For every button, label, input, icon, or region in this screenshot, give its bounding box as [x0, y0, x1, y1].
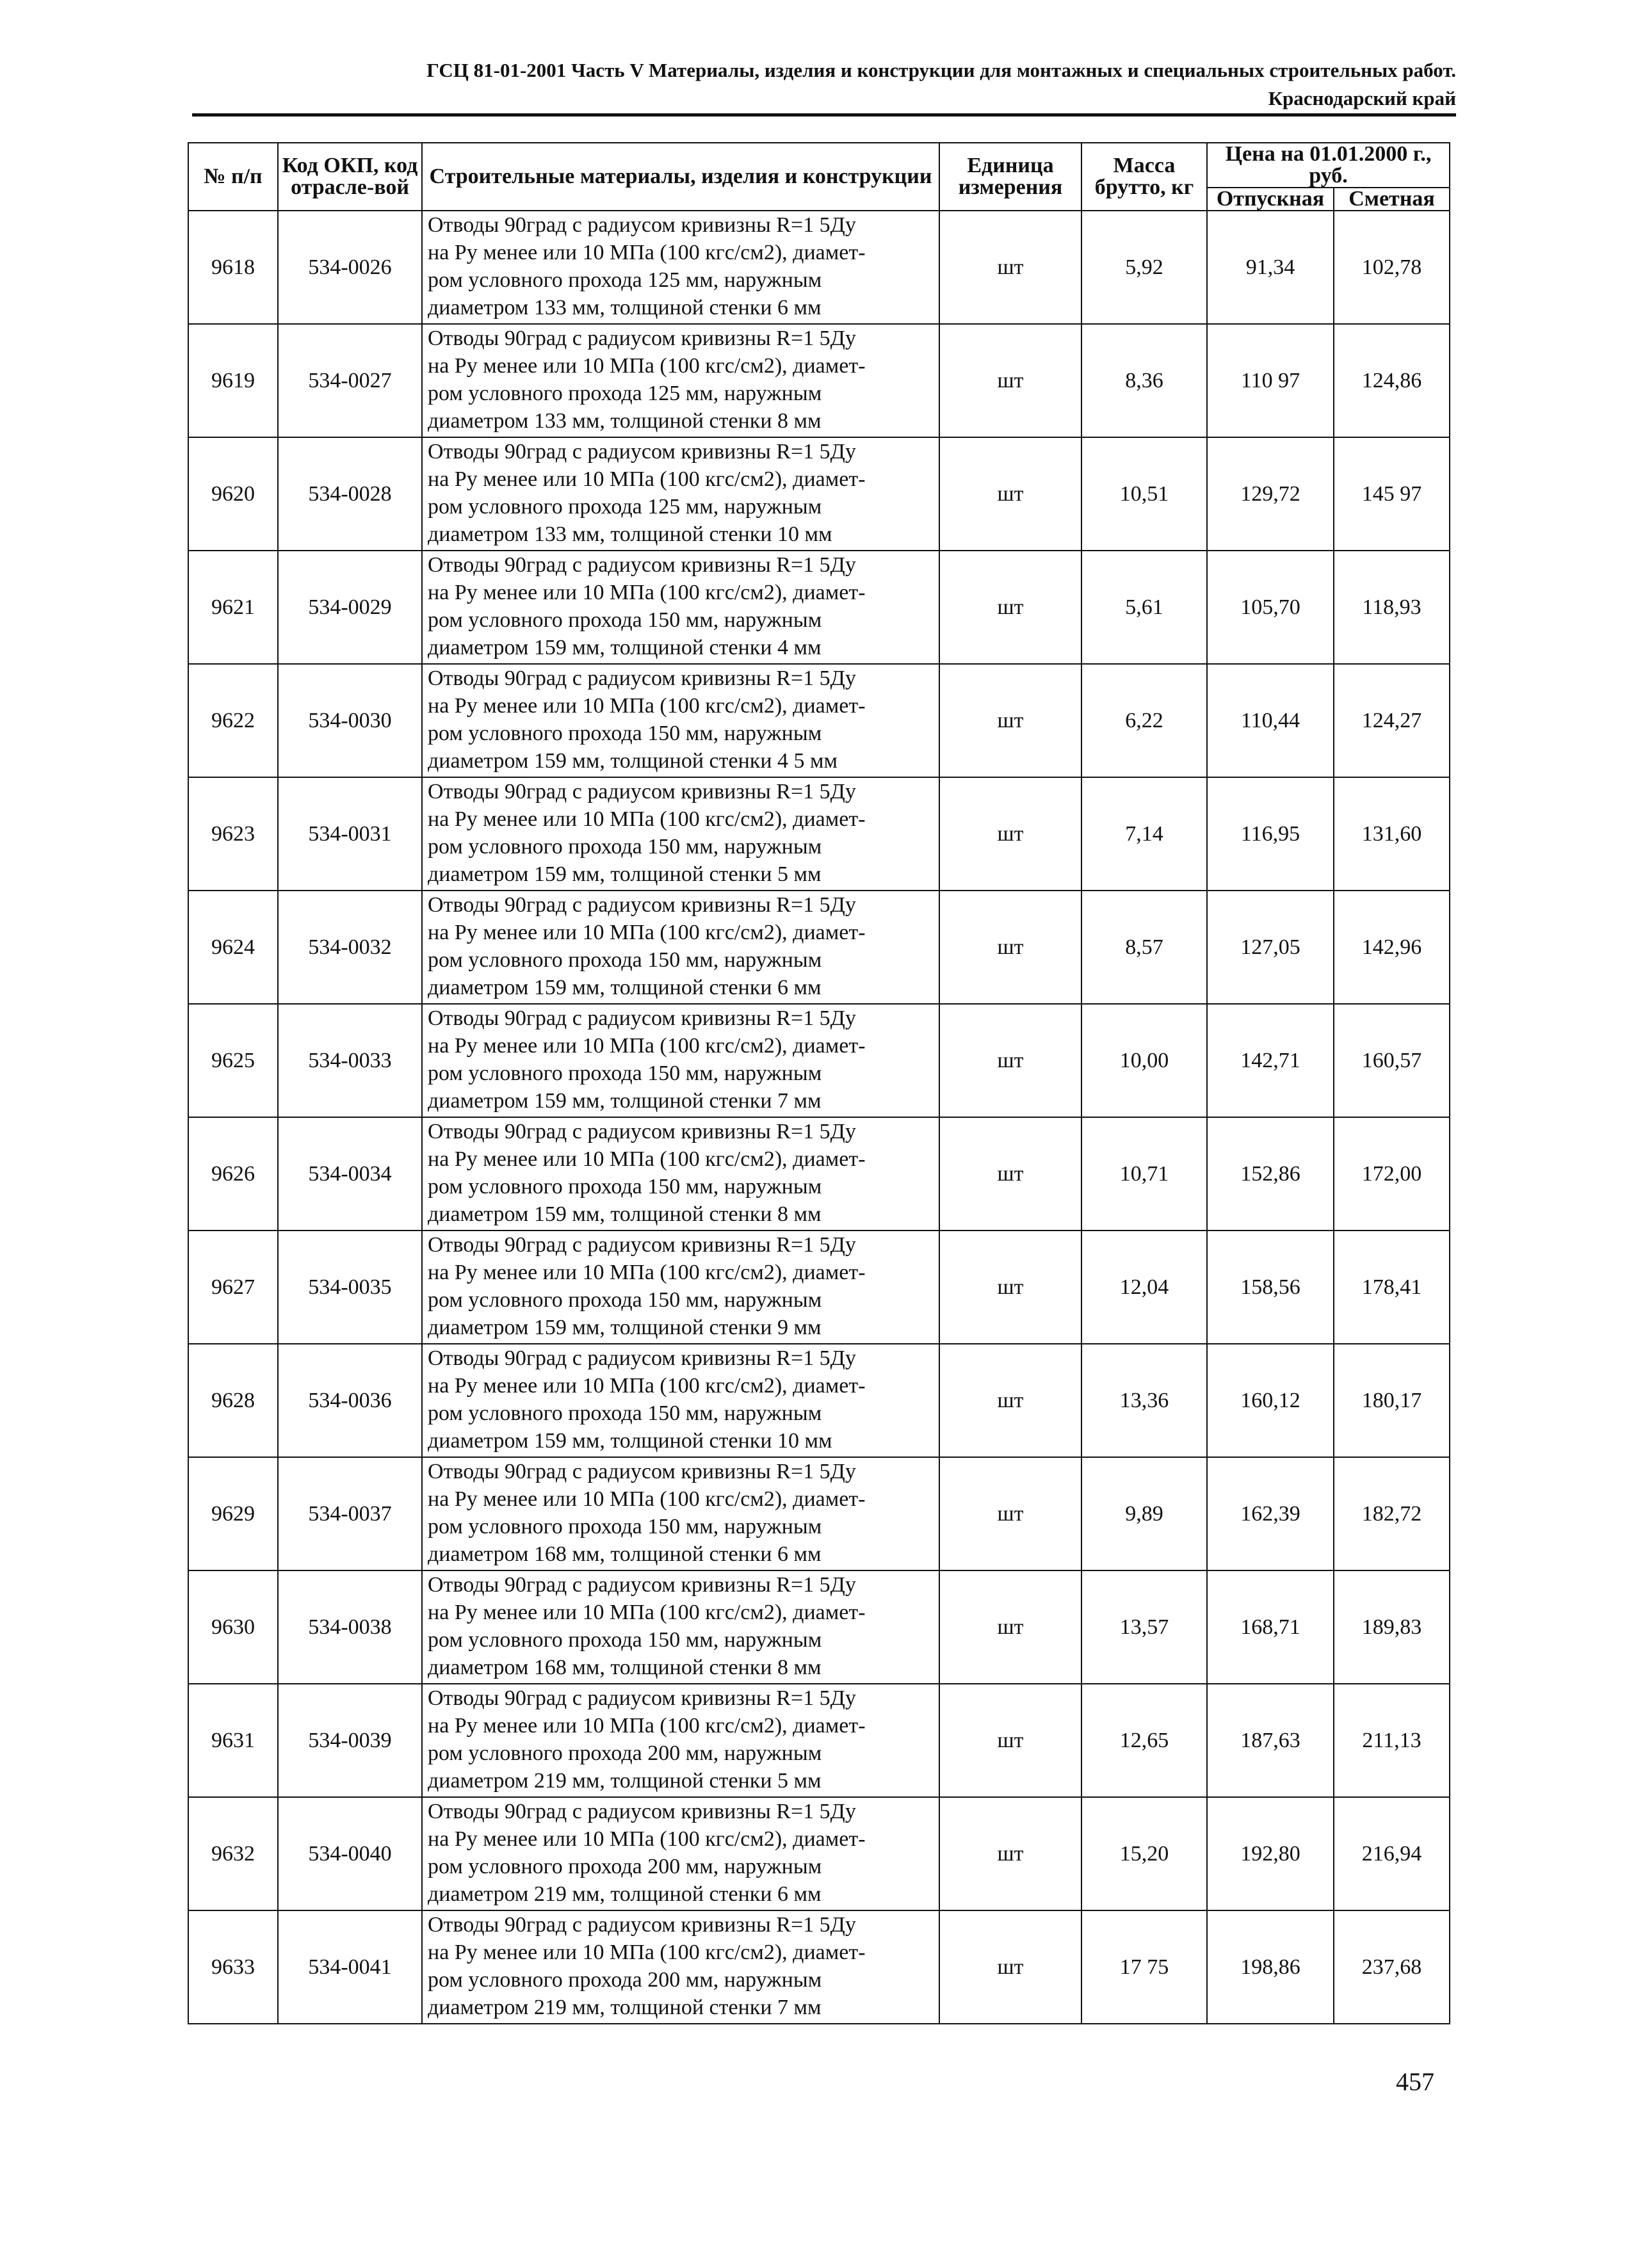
table-row [188, 1570, 1450, 1684]
estimate-price-cell: 216,94 [1334, 1797, 1450, 1910]
table-row [188, 1457, 1450, 1570]
description-cell [422, 891, 939, 1004]
row-number-cell: 9618 [188, 211, 278, 324]
row-number-cell: 9628 [188, 1344, 278, 1457]
row-number-cell: 9633 [188, 1910, 278, 2024]
col-header-estimate: Сметная [1334, 188, 1450, 211]
col-header-release: Отпускная [1207, 188, 1334, 211]
mass-cell: 5,92 [1081, 211, 1207, 324]
estimate-price-cell: 142,96 [1334, 891, 1450, 1004]
okp-code-cell: 534-0030 [278, 664, 422, 777]
row-number-cell: 9626 [188, 1117, 278, 1231]
description-text: Отводы 90град с радиусом кривизны R=1 5Ду на Ру менее или 10 МПа (100 кгс/см2), диамет- ром условного прохода 125 мм, наружным диаметром 133 мм, толщиной стенки 8 мм [428, 327, 866, 433]
table-row [188, 211, 1450, 324]
estimate-price-cell: 118,93 [1334, 551, 1450, 664]
page-number: 457 [1396, 2067, 1434, 2096]
description-text: Отводы 90град с радиусом кривизны R=1 5Ду на Ру менее или 10 МПа (100 кгс/см2), диамет- ром условного прохода 150 мм, наружным диаметром 159 мм, толщиной стенки 7 мм [428, 1006, 866, 1113]
estimate-price-cell: 131,60 [1334, 777, 1450, 891]
header-divider [192, 113, 1456, 117]
row-number-cell: 9632 [188, 1797, 278, 1910]
description-text: Отводы 90град с радиусом кривизны R=1 5Ду на Ру менее или 10 МПа (100 кгс/см2), диамет- ром условного прохода 200 мм, наружным диаметром 219 мм, толщиной стенки 6 мм [428, 1800, 866, 1906]
okp-code-cell: 534-0032 [278, 891, 422, 1004]
table-row [188, 664, 1450, 777]
row-number-cell: 9620 [188, 437, 278, 551]
description-cell [422, 664, 939, 777]
unit-cell: шт [939, 777, 1081, 891]
col-header-price: Цена на 01.01.2000 г., руб. [1207, 143, 1450, 188]
unit-cell: шт [939, 1910, 1081, 2024]
okp-code-cell: 534-0036 [278, 1344, 422, 1457]
unit-cell: шт [939, 437, 1081, 551]
header-title: ГСЦ 81-01-2001 Часть V Материалы, изделия и конструкции для монтажных и специальных строительных работ. [426, 59, 1456, 81]
unit-cell: шт [939, 891, 1081, 1004]
description-text: Отводы 90град с радиусом кривизны R=1 5Ду на Ру менее или 10 МПа (100 кгс/см2), диамет- ром условного прохода 125 мм, наружным диаметром 133 мм, толщиной стенки 10 мм [428, 440, 866, 546]
page-header [192, 56, 1456, 113]
mass-cell: 5,61 [1081, 551, 1207, 664]
mass-cell: 10,00 [1081, 1004, 1207, 1117]
description-text: Отводы 90град с радиусом кривизны R=1 5Ду на Ру менее или 10 МПа (100 кгс/см2), диамет- ром условного прохода 200 мм, наружным диаметром 219 мм, толщиной стенки 7 мм [428, 1913, 866, 2019]
table-row [188, 324, 1450, 437]
mass-cell: 7,14 [1081, 777, 1207, 891]
mass-cell: 13,36 [1081, 1344, 1207, 1457]
description-text: Отводы 90град с радиусом кривизны R=1 5Ду на Ру менее или 10 МПа (100 кгс/см2), диамет- ром условного прохода 150 мм, наружным диаметром 168 мм, толщиной стенки 6 мм [428, 1460, 866, 1566]
release-price-cell: 162,39 [1207, 1457, 1334, 1570]
description-cell [422, 1910, 939, 2024]
estimate-price-cell: 211,13 [1334, 1684, 1450, 1797]
row-number-cell: 9625 [188, 1004, 278, 1117]
mass-cell: 6,22 [1081, 664, 1207, 777]
description-cell [422, 211, 939, 324]
row-number-cell: 9619 [188, 324, 278, 437]
description-text: Отводы 90град с радиусом кривизны R=1 5Ду на Ру менее или 10 МПа (100 кгс/см2), диамет- ром условного прохода 150 мм, наружным диаметром 159 мм, толщиной стенки 5 мм [428, 780, 866, 886]
release-price-cell: 168,71 [1207, 1570, 1334, 1684]
col-header-name: Строительные материалы, изделия и конструкции [422, 143, 939, 211]
description-text: Отводы 90град с радиусом кривизны R=1 5Ду на Ру менее или 10 МПа (100 кгс/см2), диамет- ром условного прохода 150 мм, наружным диаметром 159 мм, толщиной стенки 4 мм [428, 553, 866, 659]
table-row [188, 1684, 1450, 1797]
unit-cell: шт [939, 1117, 1081, 1231]
table-row [188, 777, 1450, 891]
mass-cell: 12,04 [1081, 1231, 1207, 1344]
table-row [188, 891, 1450, 1004]
okp-code-cell: 534-0027 [278, 324, 422, 437]
estimate-price-cell: 160,57 [1334, 1004, 1450, 1117]
mass-cell: 10,71 [1081, 1117, 1207, 1231]
description-text: Отводы 90град с радиусом кривизны R=1 5Ду на Ру менее или 10 МПа (100 кгс/см2), диамет- ром условного прохода 150 мм, наружным диаметром 159 мм, толщиной стенки 4 5 мм [428, 666, 866, 773]
unit-cell: шт [939, 1570, 1081, 1684]
table-row [188, 1344, 1450, 1457]
release-price-cell: 116,95 [1207, 777, 1334, 891]
description-text: Отводы 90град с радиусом кривизны R=1 5Ду на Ру менее или 10 МПа (100 кгс/см2), диамет- ром условного прохода 150 мм, наружным диаметром 159 мм, толщиной стенки 10 мм [428, 1346, 866, 1453]
row-number-cell: 9631 [188, 1684, 278, 1797]
table-row [188, 1117, 1450, 1231]
mass-cell: 9,89 [1081, 1457, 1207, 1570]
estimate-price-cell: 172,00 [1334, 1117, 1450, 1231]
okp-code-cell: 534-0028 [278, 437, 422, 551]
row-number-cell: 9627 [188, 1231, 278, 1344]
row-number-cell: 9623 [188, 777, 278, 891]
estimate-price-cell: 189,83 [1334, 1570, 1450, 1684]
okp-code-cell: 534-0034 [278, 1117, 422, 1231]
release-price-cell: 198,86 [1207, 1910, 1334, 2024]
row-number-cell: 9624 [188, 891, 278, 1004]
materials-table [188, 142, 1450, 2024]
okp-code-cell: 534-0039 [278, 1684, 422, 1797]
row-number-cell: 9630 [188, 1570, 278, 1684]
col-header-unit: Единица измерения [939, 143, 1081, 211]
release-price-cell: 110 97 [1207, 324, 1334, 437]
description-cell [422, 1457, 939, 1570]
description-text: Отводы 90град с радиусом кривизны R=1 5Ду на Ру менее или 10 МПа (100 кгс/см2), диамет- ром условного прохода 150 мм, наружным диаметром 168 мм, толщиной стенки 8 мм [428, 1573, 866, 1679]
description-cell [422, 1797, 939, 1910]
description-cell [422, 1117, 939, 1231]
release-price-cell: 152,86 [1207, 1117, 1334, 1231]
estimate-price-cell: 145 97 [1334, 437, 1450, 551]
estimate-price-cell: 182,72 [1334, 1457, 1450, 1570]
okp-code-cell: 534-0026 [278, 211, 422, 324]
table-row [188, 551, 1450, 664]
description-text: Отводы 90град с радиусом кривизны R=1 5Ду на Ру менее или 10 МПа (100 кгс/см2), диамет- ром условного прохода 150 мм, наружным диаметром 159 мм, толщиной стенки 9 мм [428, 1233, 866, 1339]
release-price-cell: 110,44 [1207, 664, 1334, 777]
release-price-cell: 192,80 [1207, 1797, 1334, 1910]
unit-cell: шт [939, 1684, 1081, 1797]
release-price-cell: 127,05 [1207, 891, 1334, 1004]
description-cell [422, 551, 939, 664]
unit-cell: шт [939, 664, 1081, 777]
description-cell [422, 437, 939, 551]
description-text: Отводы 90град с радиусом кривизны R=1 5Ду на Ру менее или 10 МПа (100 кгс/см2), диамет- ром условного прохода 150 мм, наружным диаметром 159 мм, толщиной стенки 6 мм [428, 893, 866, 999]
unit-cell: шт [939, 1231, 1081, 1344]
col-header-code: Код ОКП, код отрасле-вой [278, 143, 422, 211]
mass-cell: 8,57 [1081, 891, 1207, 1004]
mass-cell: 12,65 [1081, 1684, 1207, 1797]
mass-cell: 15,20 [1081, 1797, 1207, 1910]
release-price-cell: 129,72 [1207, 437, 1334, 551]
row-number-cell: 9629 [188, 1457, 278, 1570]
okp-code-cell: 534-0041 [278, 1910, 422, 2024]
okp-code-cell: 534-0035 [278, 1231, 422, 1344]
release-price-cell: 160,12 [1207, 1344, 1334, 1457]
release-price-cell: 187,63 [1207, 1684, 1334, 1797]
estimate-price-cell: 237,68 [1334, 1910, 1450, 2024]
estimate-price-cell: 178,41 [1334, 1231, 1450, 1344]
table-row [188, 1231, 1450, 1344]
okp-code-cell: 534-0033 [278, 1004, 422, 1117]
col-header-mass: Масса брутто, кг [1081, 143, 1207, 211]
description-cell [422, 777, 939, 891]
unit-cell: шт [939, 1004, 1081, 1117]
estimate-price-cell: 124,27 [1334, 664, 1450, 777]
mass-cell: 13,57 [1081, 1570, 1207, 1684]
description-cell [422, 324, 939, 437]
release-price-cell: 91,34 [1207, 211, 1334, 324]
header-region: Краснодарский край [1268, 87, 1456, 109]
description-cell [422, 1570, 939, 1684]
mass-cell: 8,36 [1081, 324, 1207, 437]
release-price-cell: 105,70 [1207, 551, 1334, 664]
description-cell [422, 1344, 939, 1457]
unit-cell: шт [939, 1457, 1081, 1570]
description-cell [422, 1231, 939, 1344]
unit-cell: шт [939, 551, 1081, 664]
table-row [188, 1004, 1450, 1117]
description-text: Отводы 90град с радиусом кривизны R=1 5Ду на Ру менее или 10 МПа (100 кгс/см2), диамет- ром условного прохода 125 мм, наружным диаметром 133 мм, толщиной стенки 6 мм [428, 213, 866, 319]
description-cell [422, 1684, 939, 1797]
unit-cell: шт [939, 324, 1081, 437]
estimate-price-cell: 180,17 [1334, 1344, 1450, 1457]
table-row [188, 437, 1450, 551]
table-row [188, 1910, 1450, 2024]
description-text: Отводы 90град с радиусом кривизны R=1 5Ду на Ру менее или 10 МПа (100 кгс/см2), диамет- ром условного прохода 150 мм, наружным диаметром 159 мм, толщиной стенки 8 мм [428, 1120, 866, 1226]
okp-code-cell: 534-0038 [278, 1570, 422, 1684]
okp-code-cell: 534-0037 [278, 1457, 422, 1570]
estimate-price-cell: 124,86 [1334, 324, 1450, 437]
row-number-cell: 9621 [188, 551, 278, 664]
okp-code-cell: 534-0040 [278, 1797, 422, 1910]
okp-code-cell: 534-0031 [278, 777, 422, 891]
release-price-cell: 158,56 [1207, 1231, 1334, 1344]
estimate-price-cell: 102,78 [1334, 211, 1450, 324]
release-price-cell: 142,71 [1207, 1004, 1334, 1117]
row-number-cell: 9622 [188, 664, 278, 777]
description-cell [422, 1004, 939, 1117]
mass-cell: 17 75 [1081, 1910, 1207, 2024]
unit-cell: шт [939, 1797, 1081, 1910]
table-row [188, 1797, 1450, 1910]
col-header-num: № п/п [188, 143, 278, 211]
description-text: Отводы 90град с радиусом кривизны R=1 5Ду на Ру менее или 10 МПа (100 кгс/см2), диамет- ром условного прохода 200 мм, наружным диаметром 219 мм, толщиной стенки 5 мм [428, 1686, 866, 1793]
mass-cell: 10,51 [1081, 437, 1207, 551]
unit-cell: шт [939, 1344, 1081, 1457]
unit-cell: шт [939, 211, 1081, 324]
okp-code-cell: 534-0029 [278, 551, 422, 664]
